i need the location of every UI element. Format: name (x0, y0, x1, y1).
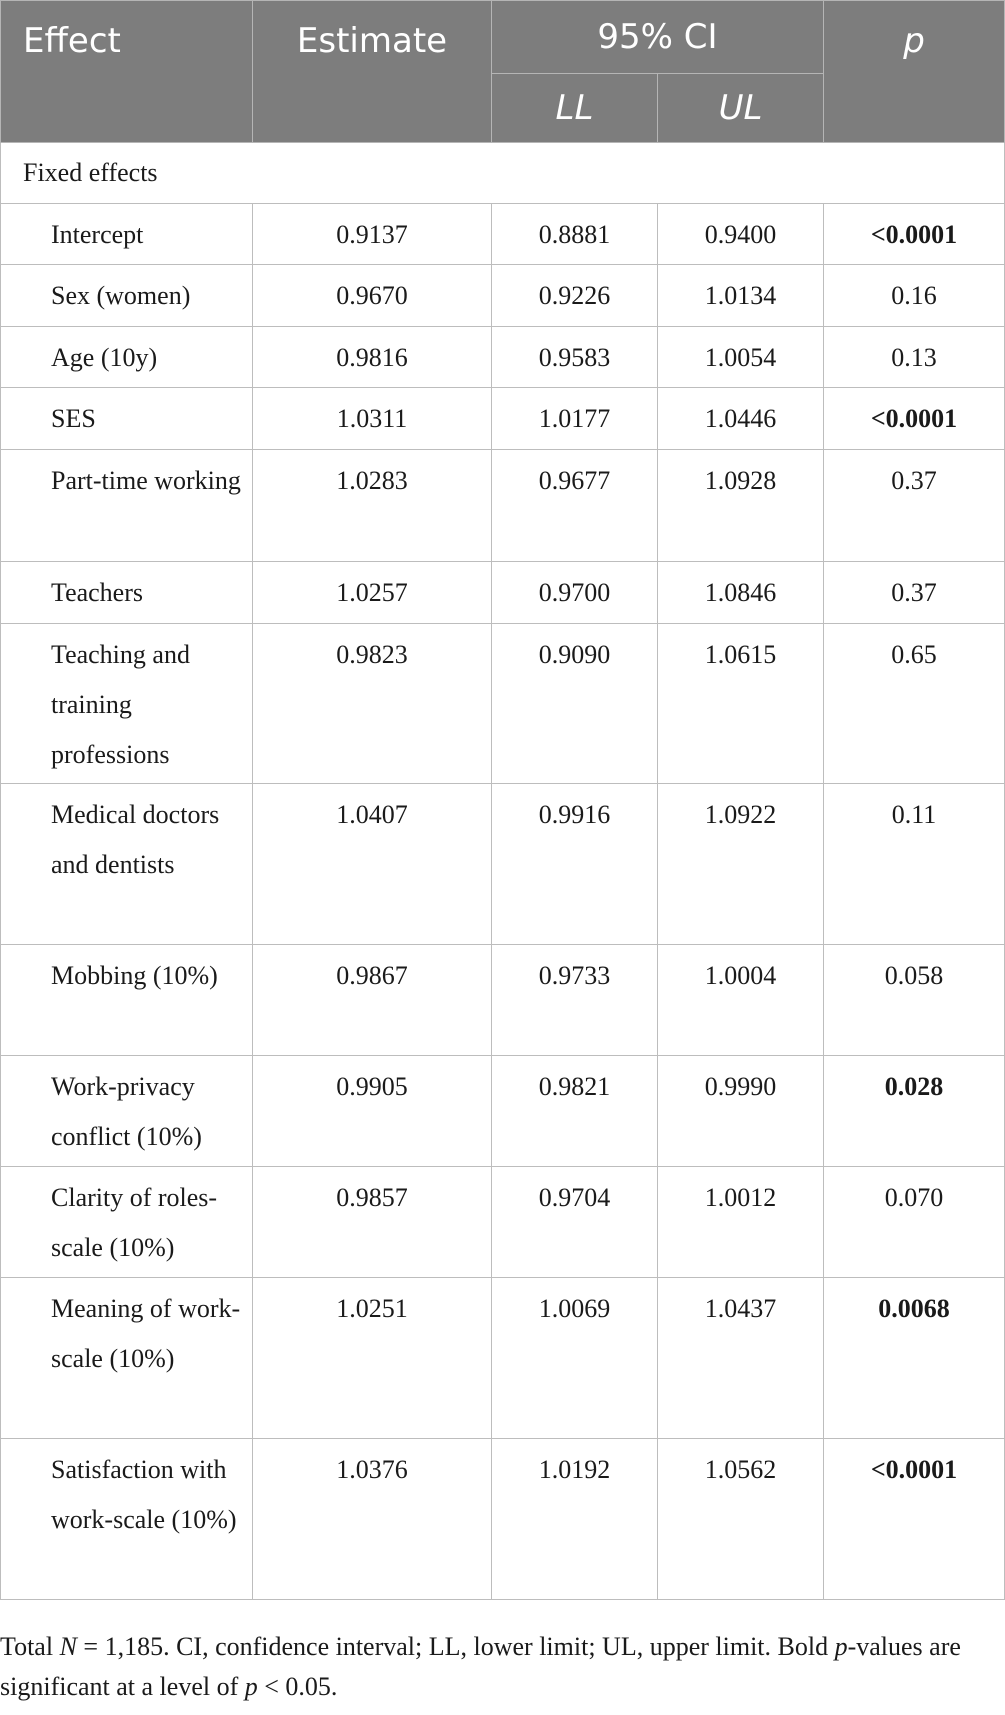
table-row (1, 562, 1005, 624)
table-row (1, 1056, 1005, 1167)
estimate-cell: 0.9670 (253, 265, 492, 327)
effect-cell: Work-privacy conflict (10%) (1, 1056, 253, 1167)
header-estimate: Estimate (253, 1, 492, 143)
effect-cell: Meaning of work-scale (10%) (1, 1278, 253, 1439)
section-label: Fixed effects (1, 143, 1005, 204)
table-row (1, 945, 1005, 1056)
p-value-cell: 0.65 (824, 624, 1005, 784)
effect-cell: Medical doctors and dentists (1, 784, 253, 945)
ul-cell: 1.0004 (658, 945, 824, 1056)
effect-cell: Part-time working (1, 450, 253, 562)
effect-cell: Intercept (1, 204, 253, 265)
ll-cell: 0.9704 (492, 1167, 658, 1278)
table-row (1, 1439, 1005, 1600)
table-row (1, 204, 1005, 265)
ul-cell: 1.0134 (658, 265, 824, 327)
effect-cell: Sex (women) (1, 265, 253, 327)
ul-cell: 1.0054 (658, 327, 824, 388)
ll-cell: 0.9583 (492, 327, 658, 388)
ll-cell: 1.0177 (492, 388, 658, 450)
p-value-cell: 0.11 (824, 784, 1005, 945)
p-value-cell: 0.058 (824, 945, 1005, 1056)
ll-cell: 0.9916 (492, 784, 658, 945)
effect-cell: Satisfaction with work-scale (10%) (1, 1439, 253, 1600)
p-value-cell: 0.070 (824, 1167, 1005, 1278)
note-text: Total (0, 1632, 60, 1661)
note-text: < 0.05. (257, 1672, 338, 1701)
estimate-cell: 0.9137 (253, 204, 492, 265)
ul-cell: 1.0446 (658, 388, 824, 450)
ll-cell: 0.9226 (492, 265, 658, 327)
p-value-cell: 0.37 (824, 450, 1005, 562)
ul-cell: 1.0437 (658, 1278, 824, 1439)
estimate-cell: 1.0407 (253, 784, 492, 945)
p-value-cell: 0.16 (824, 265, 1005, 327)
p-value-cell: 0.0068 (824, 1278, 1005, 1439)
ll-cell: 1.0192 (492, 1439, 658, 1600)
effect-cell: Clarity of roles-scale (10%) (1, 1167, 253, 1278)
estimate-cell: 1.0376 (253, 1439, 492, 1600)
p-value-cell: 0.028 (824, 1056, 1005, 1167)
ll-cell: 0.8881 (492, 204, 658, 265)
table-row (1, 1167, 1005, 1278)
p-value-cell: <0.0001 (824, 204, 1005, 265)
estimate-cell: 0.9816 (253, 327, 492, 388)
p-value-cell: <0.0001 (824, 388, 1005, 450)
ul-cell: 1.0615 (658, 624, 824, 784)
header-effect: Effect (1, 1, 253, 143)
note-text: -values are significant at a level of (0, 1632, 961, 1701)
estimate-cell: 0.9823 (253, 624, 492, 784)
p-value-cell: <0.0001 (824, 1439, 1005, 1600)
table-row (1, 388, 1005, 450)
effect-cell: SES (1, 388, 253, 450)
table-row (1, 624, 1005, 784)
ll-cell: 0.9677 (492, 450, 658, 562)
estimate-cell: 1.0251 (253, 1278, 492, 1439)
ul-cell: 1.0562 (658, 1439, 824, 1600)
effect-cell: Teaching and training professions (1, 624, 253, 784)
effect-cell: Mobbing (10%) (1, 945, 253, 1056)
table-row (1, 450, 1005, 562)
table-row (1, 784, 1005, 945)
p-value-cell: 0.37 (824, 562, 1005, 624)
header-p: p (824, 1, 1005, 143)
table-row (1, 265, 1005, 327)
estimate-cell: 0.9905 (253, 1056, 492, 1167)
table-footnote (0, 1627, 995, 1707)
p-value-cell: 0.13 (824, 327, 1005, 388)
ul-cell: 1.0922 (658, 784, 824, 945)
note-p-symbol: p (834, 1632, 848, 1661)
estimate-cell: 1.0311 (253, 388, 492, 450)
note-n-symbol: N (59, 1632, 77, 1661)
table-row (1, 1278, 1005, 1439)
ll-cell: 0.9821 (492, 1056, 658, 1167)
ll-cell: 0.9733 (492, 945, 658, 1056)
ul-cell: 0.9400 (658, 204, 824, 265)
ul-cell: 1.0846 (658, 562, 824, 624)
effect-cell: Age (10y) (1, 327, 253, 388)
ll-cell: 1.0069 (492, 1278, 658, 1439)
estimate-cell: 1.0283 (253, 450, 492, 562)
header-ci: 95% CI (492, 1, 824, 74)
estimate-cell: 0.9867 (253, 945, 492, 1056)
ul-cell: 1.0928 (658, 450, 824, 562)
estimate-cell: 1.0257 (253, 562, 492, 624)
header-ll: LL (492, 74, 658, 143)
note-p-symbol: p (244, 1672, 258, 1701)
ul-cell: 0.9990 (658, 1056, 824, 1167)
ll-cell: 0.9090 (492, 624, 658, 784)
ul-cell: 1.0012 (658, 1167, 824, 1278)
header-ul: UL (658, 74, 824, 143)
note-text: = 1,185. CI, confidence interval; LL, lower limit; UL, upper limit. Bold (76, 1632, 835, 1661)
effect-cell: Teachers (1, 562, 253, 624)
table-row (1, 327, 1005, 388)
estimate-cell: 0.9857 (253, 1167, 492, 1278)
ll-cell: 0.9700 (492, 562, 658, 624)
